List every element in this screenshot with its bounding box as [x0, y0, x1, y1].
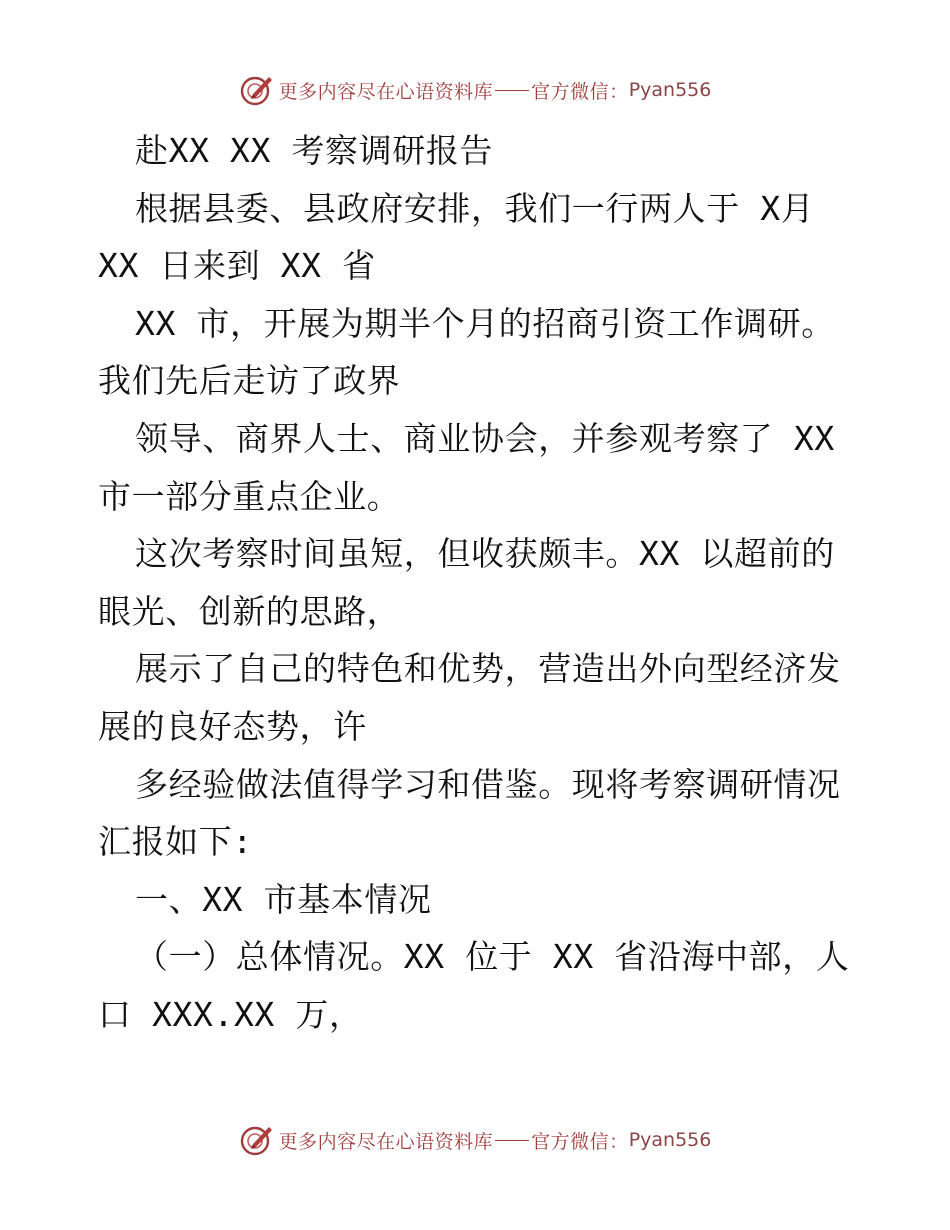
paragraph-line: （一）总体情况。XX 位于 XX 省沿海中部，人 [135, 937, 850, 977]
paragraph-line: 展的良好态势，许 [98, 706, 367, 746]
paragraph-line: 领导、商界人士、商业协会，并参观考察了 XX [135, 418, 835, 458]
paragraph-line: 口 XXX.XX 万， [98, 994, 363, 1034]
paragraph-line: 展示了自己的特色和优势，营造出外向型经济发 [135, 649, 841, 689]
paragraph-line: 我们先后走访了政界 [98, 361, 401, 401]
paragraph-line: XX 日来到 XX 省 [98, 246, 376, 286]
separator-dash [495, 90, 529, 91]
pen-nib-circle-icon [239, 72, 275, 108]
wechat-label: 官方微信： [531, 1130, 629, 1153]
section-heading: 一、XX 市基本情况 [135, 879, 432, 919]
wechat-label: 官方微信： [531, 80, 629, 103]
separator-dash [495, 1140, 529, 1141]
promo-text: 更多内容尽在心语资料库 [278, 1130, 494, 1153]
wechat-id: Pyan556 [628, 79, 712, 101]
pen-nib-circle-icon [239, 1122, 275, 1158]
paragraph-line: 这次考察时间虽短，但收获颇丰。XX 以超前的 [135, 534, 835, 574]
paragraph-line: XX 市，开展为期半个月的招商引资工作调研。 [135, 303, 835, 343]
paragraph-line: 汇报如下: [98, 822, 253, 862]
document-title: 赴XX XX 考察调研报告 [135, 131, 494, 170]
promo-text: 更多内容尽在心语资料库 [278, 80, 494, 103]
paragraph-line: 根据县委、县政府安排，我们一行两人于 X月 [135, 188, 815, 228]
paragraph-line: 多经验做法值得学习和借鉴。现将考察调研情况 [135, 764, 841, 804]
wechat-id: Pyan556 [628, 1129, 712, 1151]
paragraph-line: 市一部分重点企业。 [98, 476, 401, 516]
document-body [98, 122, 878, 1044]
paragraph-line: 眼光、创新的思路， [98, 591, 401, 631]
header-watermark-banner [0, 68, 950, 112]
footer-watermark-banner [0, 1118, 950, 1162]
